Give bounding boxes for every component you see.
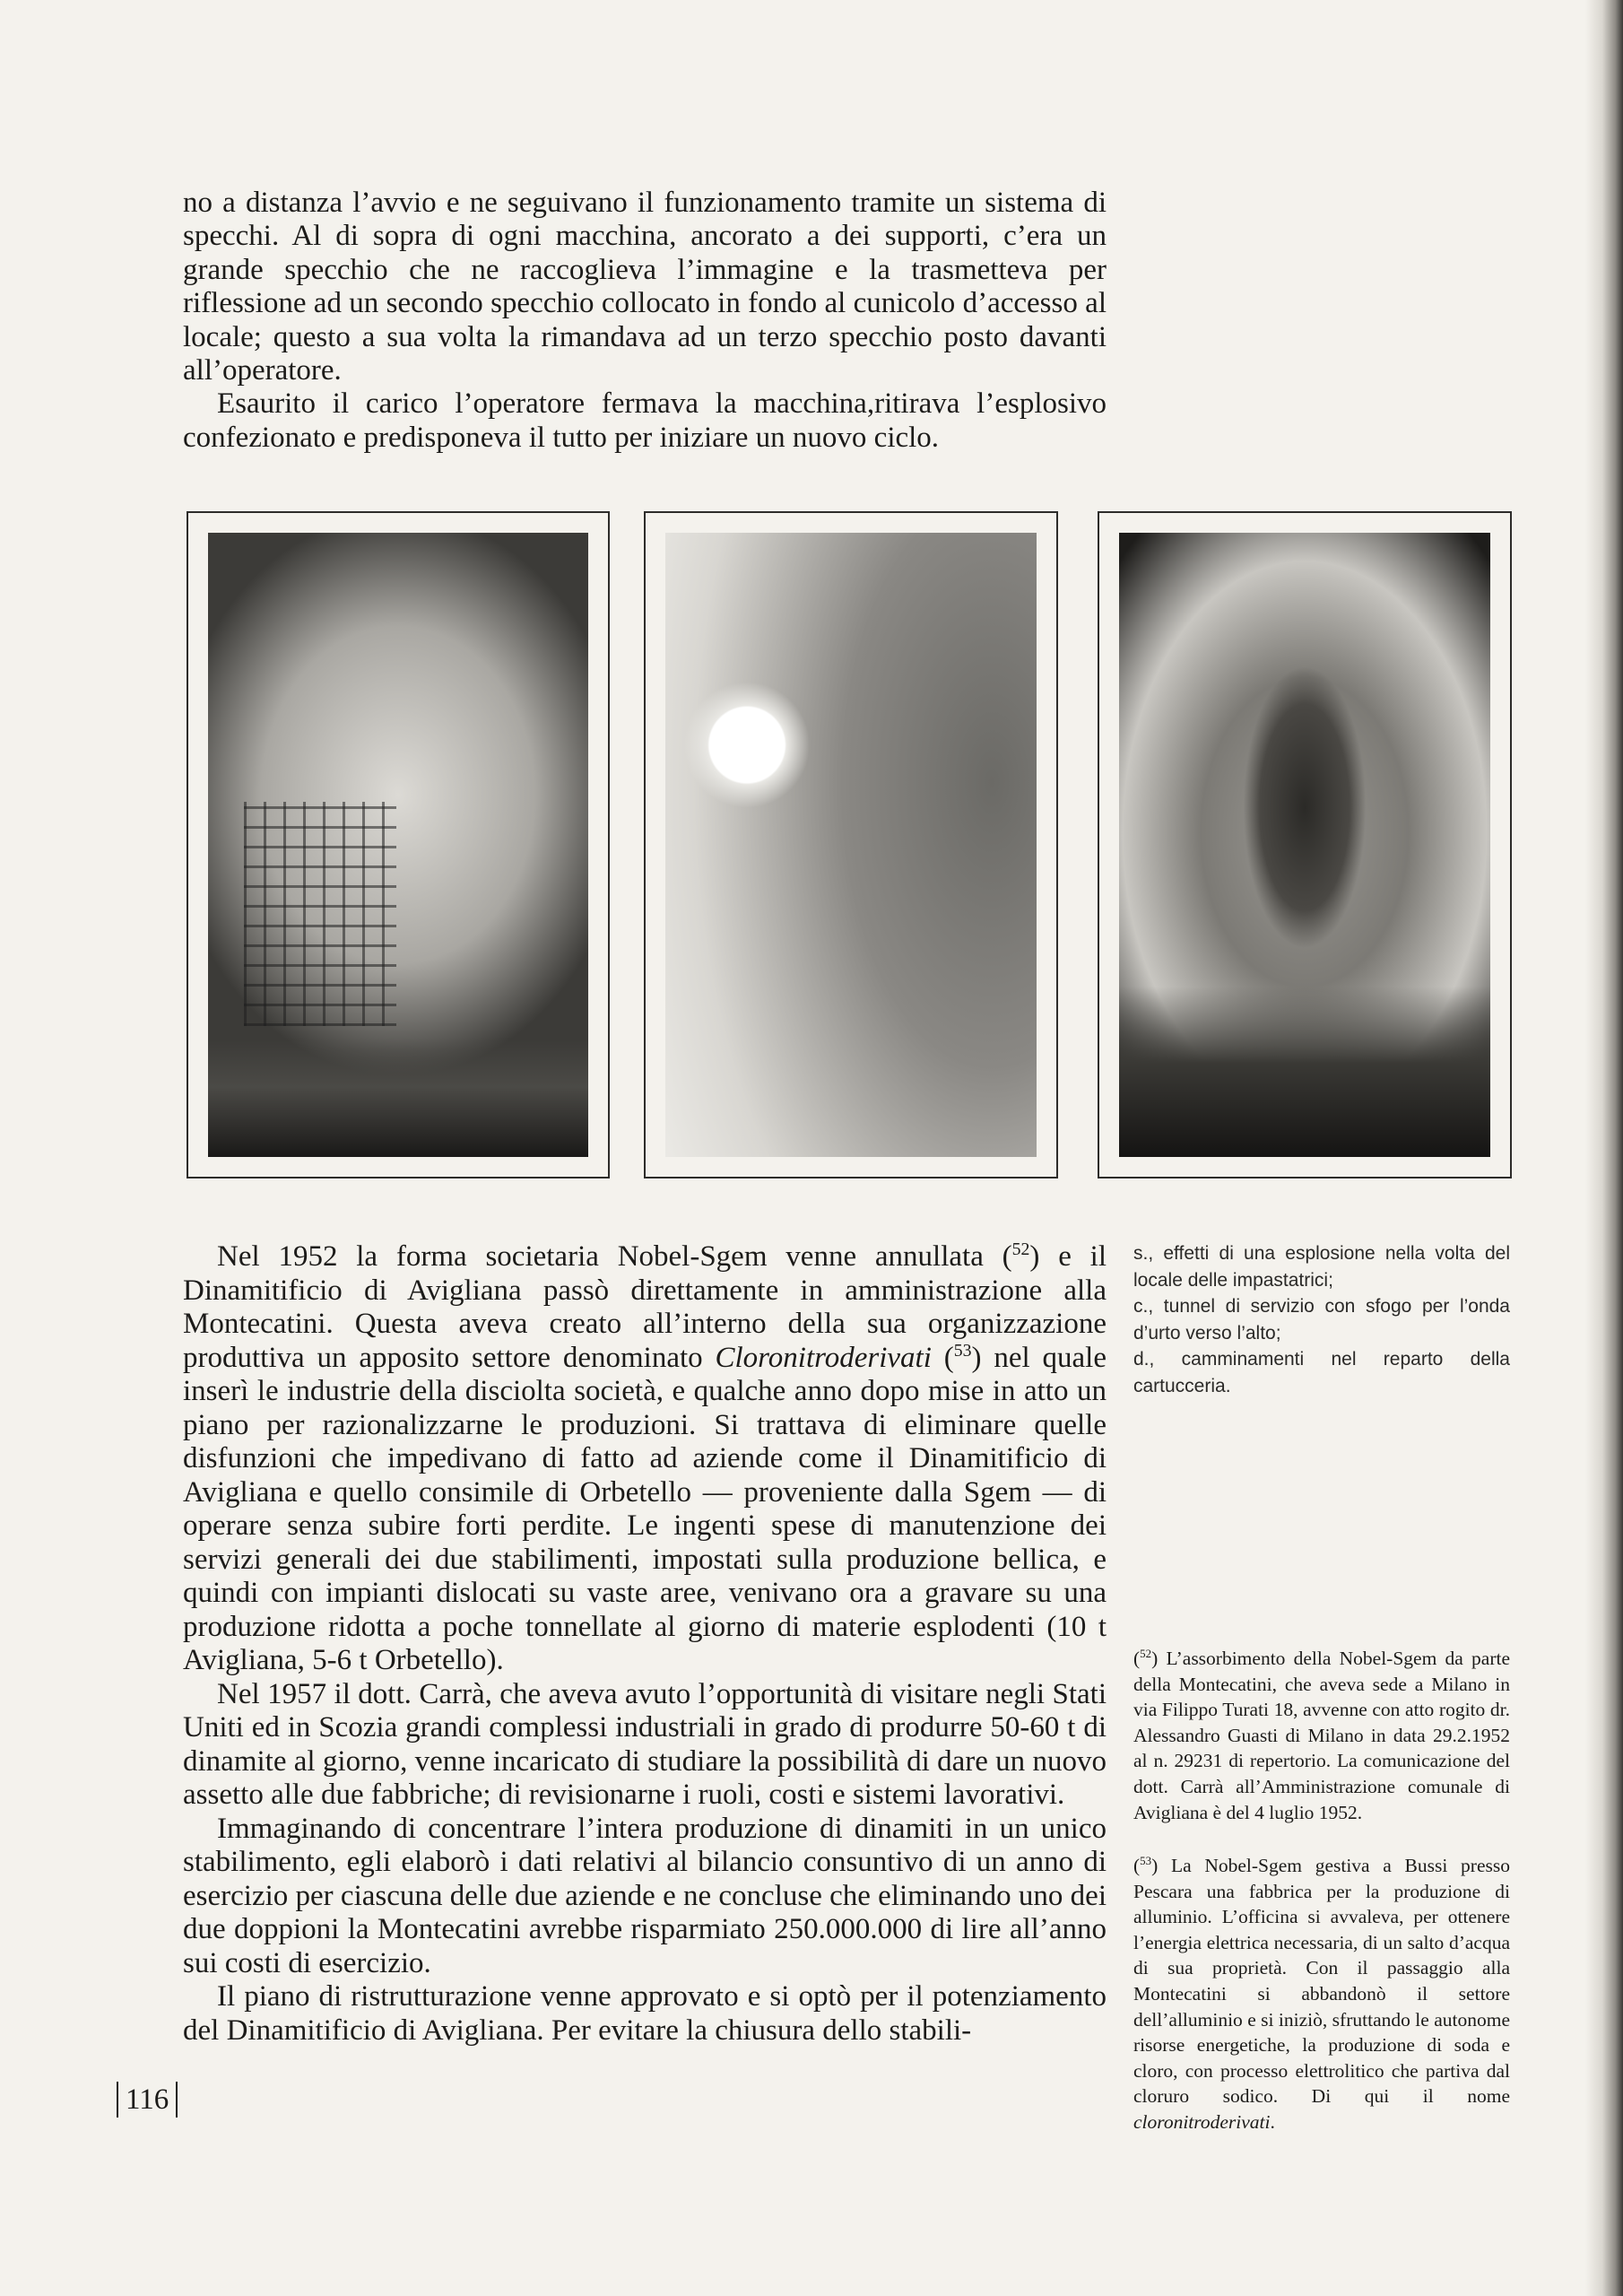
intro-paragraph-2: Esaurito il carico l’operatore fermava la macchina,ritirava l’esplosivo confezionato e predisponeva il tutto per iniziare un nuovo ciclo. — [183, 387, 1107, 454]
footnote-52: ($^{52}$) L’assorbimento della Nobel-Sgem da parte della Montecatini, che aveva sede a Milano in via Filippo Turati 18, avvenne con atto rogito dr. Alessandro Guasti di Milano in data 29.2.1952 al n. 29231 di repertorio. La comunicazione del dott. Carrà all’Amministrazione comunale di Avigliana è del 4 luglio 1952. — [1133, 1647, 1511, 1823]
term-cloronitroderivati: Cloronitroderivati — [715, 1341, 932, 1374]
caption-item-d: d., camminamenti nel reparto della cartucceria. — [1133, 1349, 1510, 1396]
photo-caption — [1133, 1240, 1510, 1399]
tunnel-shaft-photo — [665, 533, 1037, 1157]
body-paragraph-3: Immaginando di concentrare l’intera produzione di dinamiti in un unico stabilimento, egli elaborò i dati relativi al bilancio consuntivo di un anno di esercizio per ciascuna delle due aziende e ne concluse che eliminando uno dei due doppioni la Montecatini avrebbe risparmiato 250.000.000 di lire all’anno sui costi di esercizio. — [183, 1812, 1107, 1979]
footnote-ref-53[interactable]: 53 — [953, 1340, 972, 1361]
photo-frame-d — [1098, 511, 1512, 1178]
walkway-tunnel-photo — [1119, 533, 1490, 1157]
caption-item-c: c., tunnel di servizio con sfogo per l’onda d’urto verso l’alto; — [1133, 1296, 1510, 1344]
main-text-column — [183, 1240, 1107, 2048]
body-paragraph-4: Il piano di ristrutturazione venne approvato e si optò per il potenziamento del Dinamitificio di Avigliana. Per evitare la chiusura dello stabili- — [183, 1980, 1107, 2047]
body-paragraph-2: Nel 1957 il dott. Carrà, che aveva avuto l’opportunità di visitare negli Stati Uniti ed in Scozia grandi complessi industriali in grado di produrre 50-60 t di dinamite al giorno, venne incaricato di studiare la possibilità di dare un nuovo assetto alle due fabbriche; di revisionarne i ruoli, costi e sistemi lavorativi. — [183, 1677, 1107, 1811]
intro-paragraph-1: no a distanza l’avvio e ne seguivano il funzionamento tramite un sistema di specchi. Al di sopra di ogni macchina, ancorato a dei supporti, c’era un grande specchio che ne raccoglieva l’immagine e la trasmetteva per riflessione ad un secondo specchio collocato in fondo al cunicolo d’accesso al locale; questo a sua volta la rimandava ad un terzo specchio posto davanti all’operatore. — [183, 187, 1107, 387]
footnote-ref-52[interactable]: 52 — [1011, 1239, 1030, 1259]
body-paragraph-1: Nel 1952 la forma societaria Nobel-Sgem venne annullata ($^{52}$) e il Dinamitificio di Avigliana passò direttamente in amministrazione alla Montecatini. Questa aveva creato all’interno della sua organizzazione produttiva un apposito settore denominato Cloronitroderivati ($^{53}$) nel quale inserì le industrie della disciolta società, e qualche anno dopo mise in atto un piano per razionalizzarne le produzioni. Si trattava di eliminare quelle disfunzioni che impedivano di fatto ad aziende come il Dinamitificio di Avigliana e quello consimile di Orbetello — proveniente dalla Sgem — di operare senza subire forti perdite. Le ingenti spese di manutenzione dei servizi generali dei due stabilimenti, impostati sulla produzione bellica, e quindi con impianti dislocati su vaste aree, venivano ora a gravare su una produzione ridotta a poche tonnellate al giorno di materie esplodenti (10 t Avigliana, 5-6 t Orbetello). — [183, 1239, 1107, 1676]
caption-item-s: s., effetti di una esplosione nella volta del locale delle impastatrici; — [1133, 1243, 1510, 1291]
page-binding-shadow — [1585, 0, 1623, 2296]
collapsed-vault-photo — [208, 533, 588, 1157]
intro-text — [183, 187, 1107, 455]
photo-frame-c — [644, 511, 1058, 1178]
photo-frame-s — [187, 511, 610, 1178]
page-number: 116 — [117, 2082, 178, 2118]
footnote-53: ($^{53}$) La Nobel-Sgem gestiva a Bussi presso Pescara una fabbrica per la produzione di alluminio. L’officina si avvaleva, per ottenere l’energia elettrica necessaria, di un salto d’acqua di sua proprietà. Con il passaggio alla Montecatini si abbandonò il settore dell’alluminio e si iniziò, sfruttando le autonome risorse energetiche, la produzione di soda e cloro, con processo elettrolitico che partiva dal cloruro sodico. Di qui il nome cloronitroderivati. — [1133, 1854, 1510, 2133]
